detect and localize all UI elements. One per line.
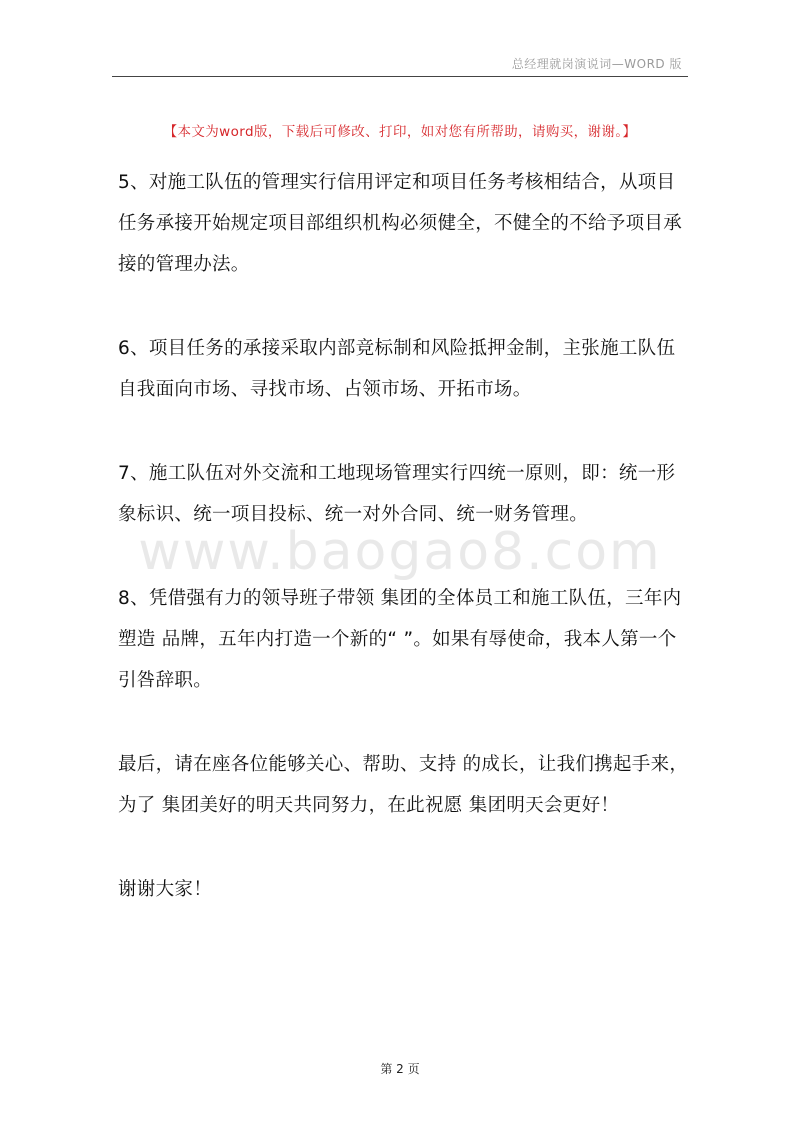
paragraph-thanks xyxy=(118,869,684,910)
text-line: 谢谢大家！ xyxy=(118,879,213,900)
text-line: 象标识、统一项目投标、统一对外合同、统一财务管理。 xyxy=(118,504,589,525)
text-line: 8、凭借强有力的领导班子带领 集团的全体员工和施工队伍，三年内 xyxy=(118,588,682,609)
document-body xyxy=(118,162,689,953)
text-line: 7、施工队伍对外交流和工地现场管理实行四统一原则，即：统一形 xyxy=(118,463,676,484)
text-line: 塑造 品牌，五年内打造一个新的“ ”。如果有辱使命，我本人第一个 xyxy=(118,629,677,650)
text-line: 自我面向市场、寻找市场、占领市场、开拓市场。 xyxy=(118,379,532,400)
paragraph-closing xyxy=(118,744,689,826)
text-line: 5、对施工队伍的管理实行信用评定和项目任务考核相结合，从项目 xyxy=(118,172,676,193)
header-title: 总经理就岗演说词—WORD 版 xyxy=(511,57,682,71)
text-line: 任务承接开始规定项目部组织机构必须健全，不健全的不给予项目承 xyxy=(118,213,683,234)
paragraph-6 xyxy=(118,328,684,410)
text-line: 为了 集团美好的明天共同努力，在此祝愿 集团明天会更好！ xyxy=(118,795,620,816)
text-line: 接的管理办法。 xyxy=(118,254,250,275)
watermark: www.baogao8.com xyxy=(138,522,662,582)
text-line: 引咎辞职。 xyxy=(118,670,213,691)
header-divider xyxy=(112,76,688,77)
paragraph-8 xyxy=(118,578,684,701)
text-line: 6、项目任务的承接采取内部竞标制和风险抵押金制，主张施工队伍 xyxy=(118,338,676,359)
page-number: 第 2 页 xyxy=(380,1062,420,1076)
purchase-notice: 【本文为word版，下载后可修改、打印，如对您有所帮助，请购买，谢谢。】 xyxy=(163,124,637,140)
paragraph-7 xyxy=(118,453,684,535)
text-line: 最后，请在座各位能够关心、帮助、支持 的成长，让我们携起手来， xyxy=(118,754,689,775)
paragraph-5 xyxy=(118,162,684,285)
